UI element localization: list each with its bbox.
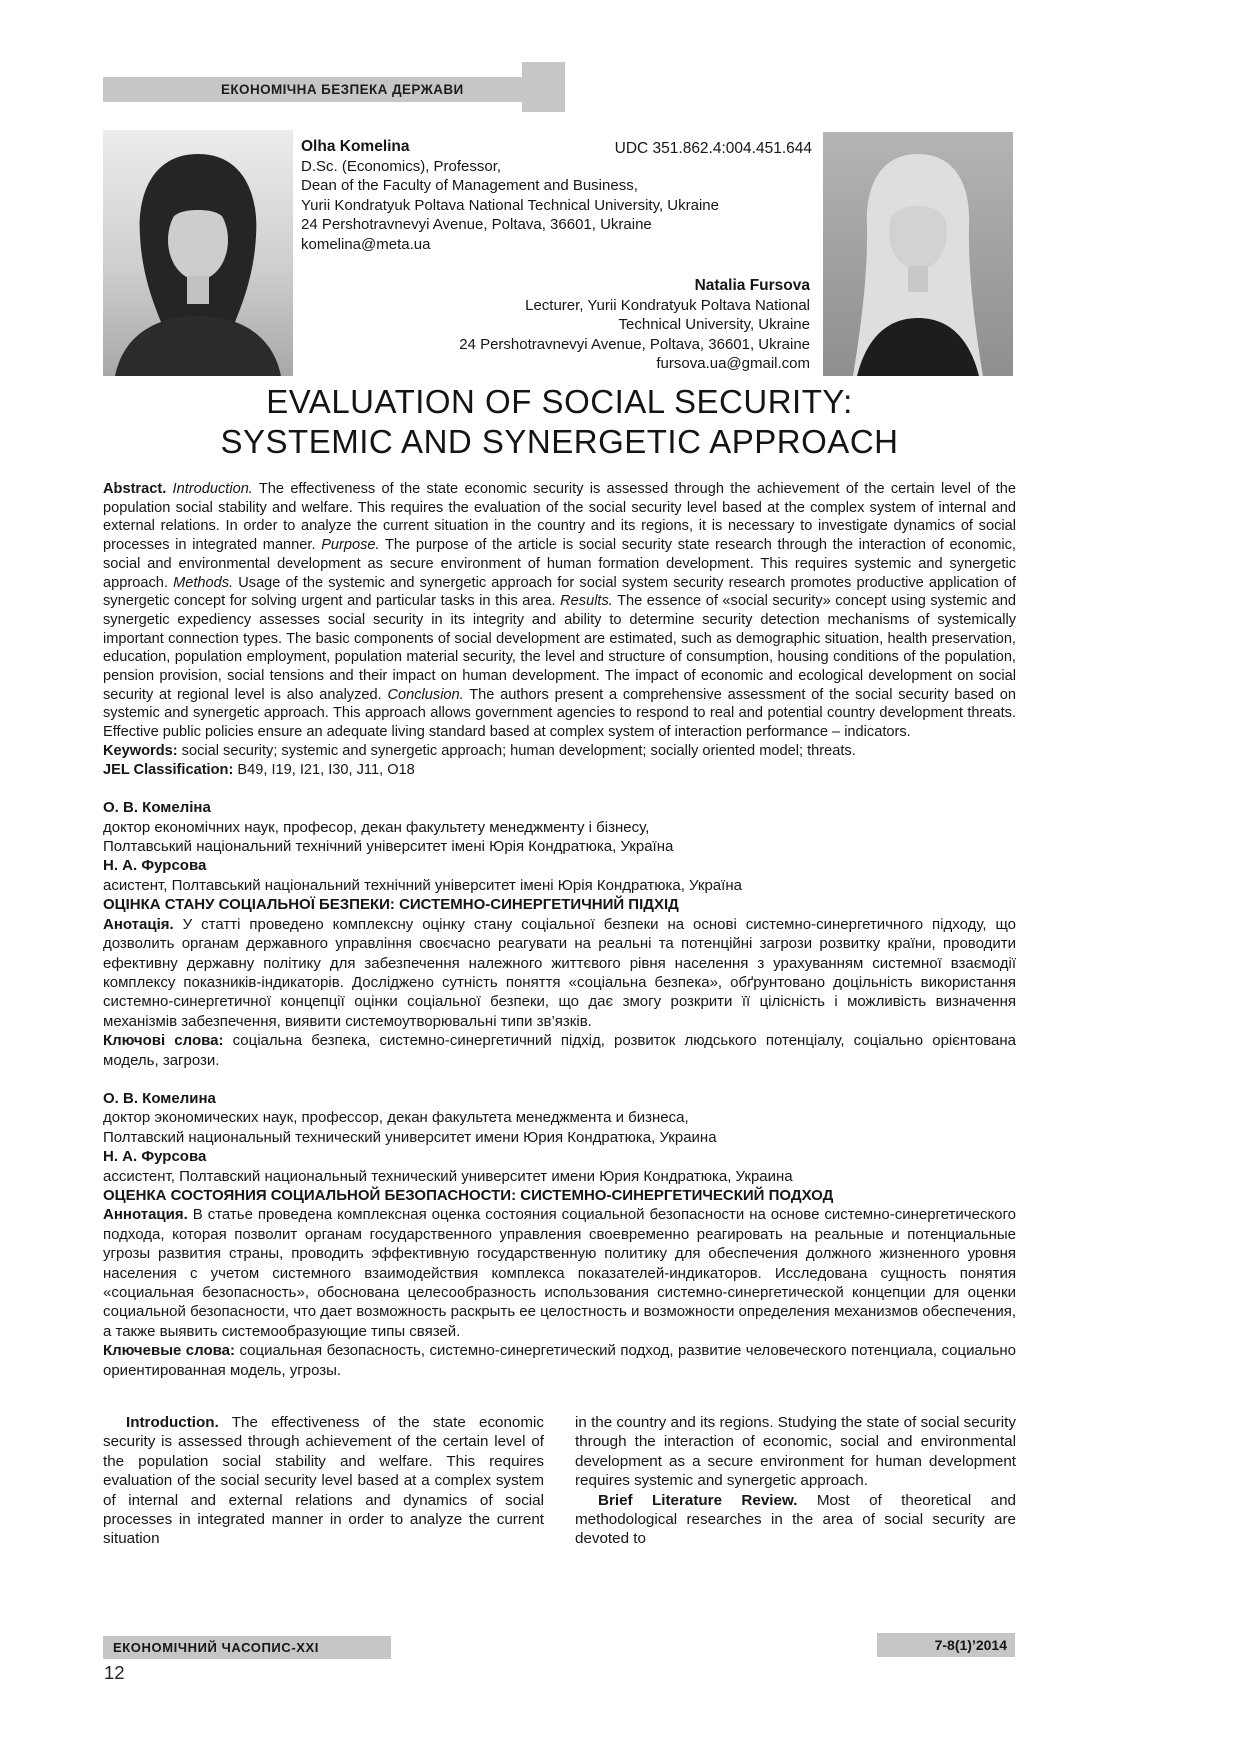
ua-author1-position: доктор економічних наук, професор, декан факультету менеджменту і бізнесу, [103,818,650,836]
keywords-line [103,742,1016,761]
ua-author2-position: асистент, Полтавський національний технічний університет імені Юрія Кондратюка, Україна [103,876,742,894]
abstract-methods-text: Usage of the systemic and synergetic approach for social system security research promotes productive application of synergetic concept for solving urgent and particular tasks in this area. [103,574,1017,610]
author1-position: Dean of the Faculty of Management and Business, [301,177,638,194]
ua-author1-name: О. В. Комеліна [103,799,211,817]
footer-journal-bar [103,1636,391,1659]
abstract-conclusion-label: Conclusion. [387,686,464,703]
body-column-right [575,1413,1016,1549]
ua-author1-university: Полтавський національний технічний університет імені Юрія Кондратюка, Україна [103,838,674,856]
footer-issue: 7-8(1)’2014 [934,1637,1007,1653]
footer-journal-name: ЕКОНОМІЧНИЙ ЧАСОПИС-XXI [113,1640,320,1655]
section-header-label: ЕКОНОМІЧНА БЕЗПЕКА ДЕРЖАВИ [221,82,464,97]
ukrainian-section [103,798,1016,1070]
udc-number: UDC 351.862.4:004.451.644 [614,140,812,157]
author2-portrait-illustration [823,132,1013,376]
literature-review-text: Most of theoretical and methodological researches in the area of social security are devoted to [575,1491,1016,1548]
ua-keywords-line [103,1031,1016,1070]
ru-author1-name: О. В. Комелина [103,1089,216,1107]
ru-abstract-text: В статье проведена комплексная оценка состояния социальной безопасности на основе системно-синергетического подхода, которая позволит органам государственного управления своевременно реагировать на реальные и потенциальные угрозы развития страны, проводить эффективную государственную политику для обеспечения должного жизненного уровня населения с учетом системного взаимодействия комплекса показателей-индикаторов. Исследована сущность понятия «социальная безопасность», обоснована целесообразность использования системно-синергетической концепции для оценки социальной безопасности, что дает возможность раскрыть ее целостность и возможности определения механизмов обеспечения, а также выявить системообразующие типы связей. [103,1206,1017,1340]
ua-abstract-paragraph [103,915,1016,1031]
author1-photo [103,130,293,376]
abstract-methods-label: Methods. [173,574,234,591]
ru-keywords-label: Ключевые слова: [103,1342,236,1360]
author2-info [459,276,810,374]
ua-keywords-label: Ключові слова: [103,1032,224,1050]
ru-keywords-line [103,1341,1016,1380]
section-header-bar [103,77,522,102]
introduction-continued-paragraph [575,1413,1016,1491]
introduction-text: The effectiveness of the state economic security is assessed through achievement of the certain level of the population social stability and welfare. This requires evaluation of the social security level based at a complex system of internal and external relations and dynamics of social processes in integrated manner in order to analyze the current situation [103,1414,544,1548]
author2-name: Natalia Fursova [694,277,810,294]
author1-email: komelina@meta.ua [301,235,431,253]
introduction-continued-text: in the country and its regions. Studying the state of social security through the interaction of economic, social and environmental development as a secure environment for human development requires systemic and synergetic approach. [575,1414,1016,1490]
author1-university: Yurii Kondratyuk Poltava National Technical University, Ukraine [301,196,719,214]
literature-review-paragraph [575,1491,1016,1549]
article-main [103,382,1016,1549]
author1-address: 24 Pershotravnevyi Avenue, Poltava, 36601, Ukraine [301,216,652,233]
author1-info [301,137,719,254]
page-number: 12 [104,1662,125,1683]
author1-degree: D.Sc. (Economics), Professor, [301,157,502,175]
footer-issue-bar [877,1633,1015,1657]
ru-abstract-paragraph [103,1205,1016,1341]
jel-codes: B49, I19, I21, I30, J11, O18 [237,761,415,778]
header-accent-block [522,62,565,112]
article-body [103,1413,1016,1549]
introduction-paragraph [103,1413,544,1549]
article-title-line2: SYSTEMIC AND SYNERGETIC APPROACH [220,423,899,460]
abstract-introduction-label: Introduction. [172,481,253,497]
russian-section [103,1089,1016,1380]
abstract-conclusion-text: The authors present a comprehensive assessment of the social security based on systemic and synergetic approach. This approach allows government agencies to respond to real and potential country development threats. Effective public policies ensure an adequate living standard based at complex system of interaction performance – indicators. [103,686,1017,741]
abstract-paragraph [103,480,1016,742]
ru-abstract-label: Аннотация. [103,1206,188,1224]
ua-author2-name: Н. А. Фурсова [103,857,207,875]
article-title [103,382,1016,462]
author1-name: Olha Komelina [301,138,410,155]
ru-keywords-text: социальная безопасность, системно-синергетический подход, развитие человеческого потенциала, социально ориентированная модель, угрозы. [103,1342,1017,1379]
jel-line [103,761,1016,780]
abstract-purpose-text: The purpose of the article is social security state research through the interaction of economic, social and environmental development as secure environment of human formation development. This requires systemic and synergetic approach. [103,537,1016,591]
abstract-introduction-text: The effectiveness of the state economic security is assessed through the achievement of the certain level of the population social stability and welfare. This requires the evaluation of the social security level based at the complex system of internal and external relations. In order to analyze the current situation in the country and its regions, it is necessary to investigate dynamics of social processes in integrated manner. [103,481,1016,554]
ru-author1-university: Полтавский национальный технический университет имени Юрия Кондратюка, Украина [103,1128,717,1146]
abstract-label: Abstract. [103,481,167,497]
ua-abstract-text: У статті проведено комплексну оцінку стану соціальної безпеки на основі системно-синергетичного підходу, що дозволить органам державного управління своєчасно реагувати на реальні та потенційні загрози розвитку країни, проводити ефективну державну політику для забезпечення належного життєвого рівня населення з урахуванням системної взаємодії комплексу показників-індикаторів. Досліджено сутність поняття «соціальна безпека», обґрунтовано доцільність використання системно-синергетичної концепції оцінки соціальної безпеки, що дає змогу розкрити її цілісність і можливість визначення механізмів забезпечення, виявити системоутворювальні типи зв’язків. [103,915,1016,1030]
author2-university: Technical University, Ukraine [618,316,810,333]
ru-author1-position: доктор экономических наук, профессор, декан факультета менеджмента и бизнеса, [103,1109,689,1127]
author2-email: fursova.ua@gmail.com [656,355,810,372]
literature-review-label: Brief Literature Review. [598,1491,798,1509]
author2-photo [823,132,1013,376]
abstract-results-text: The essence of «social security» concept using systemic and synergetic expediency assesses social security in its integrity and ability to determine security detection mechanisms of systemically important connection types. The basic components of social development are estimated, such as demographic situation, health preservation, education, population employment, population material security, the level and structure of consumption, housing conditions of the population, pension provision, social tensions and their impact on human development. The impact of economic and ecological development on social security at regional level is also analyzed. [103,593,1017,703]
jel-label: JEL Classification: [103,761,234,778]
ru-author2-position: ассистент, Полтавский национальный технический университет имени Юрия Кондратюка, Украина [103,1167,793,1185]
author2-address: 24 Pershotravnevyi Avenue, Poltava, 36601, Ukraine [459,335,810,353]
abstract-results-label: Results. [560,593,613,610]
ua-article-title: ОЦІНКА СТАНУ СОЦІАЛЬНОЇ БЕЗПЕКИ: СИСТЕМНО-СИНЕРГЕТИЧНИЙ ПІДХІД [103,896,679,914]
keywords-label: Keywords: [103,742,178,759]
introduction-label: Introduction. [126,1414,219,1432]
author1-portrait-illustration [103,130,293,376]
ru-article-title: ОЦЕНКА СОСТОЯНИЯ СОЦИАЛЬНОЙ БЕЗОПАСНОСТИ: СИСТЕМНО-СИНЕРГЕТИЧЕСКИЙ ПОДХОД [103,1186,834,1204]
body-column-left [103,1413,544,1549]
article-title-line1: EVALUATION OF SOCIAL SECURITY: [266,383,853,420]
ua-keywords-text: соціальна безпека, системно-синергетичний підхід, розвиток людського потенціалу, соціально орієнтована модель, загрози. [103,1032,1016,1069]
author2-position: Lecturer, Yurii Kondratyuk Poltava National [525,296,810,314]
ua-abstract-label: Анотація. [103,915,174,933]
keywords-text: social security; systemic and synergetic approach; human development; socially oriented model; threats. [181,742,856,759]
abstract-purpose-label: Purpose. [321,537,380,554]
ru-author2-name: Н. А. Фурсова [103,1148,207,1166]
